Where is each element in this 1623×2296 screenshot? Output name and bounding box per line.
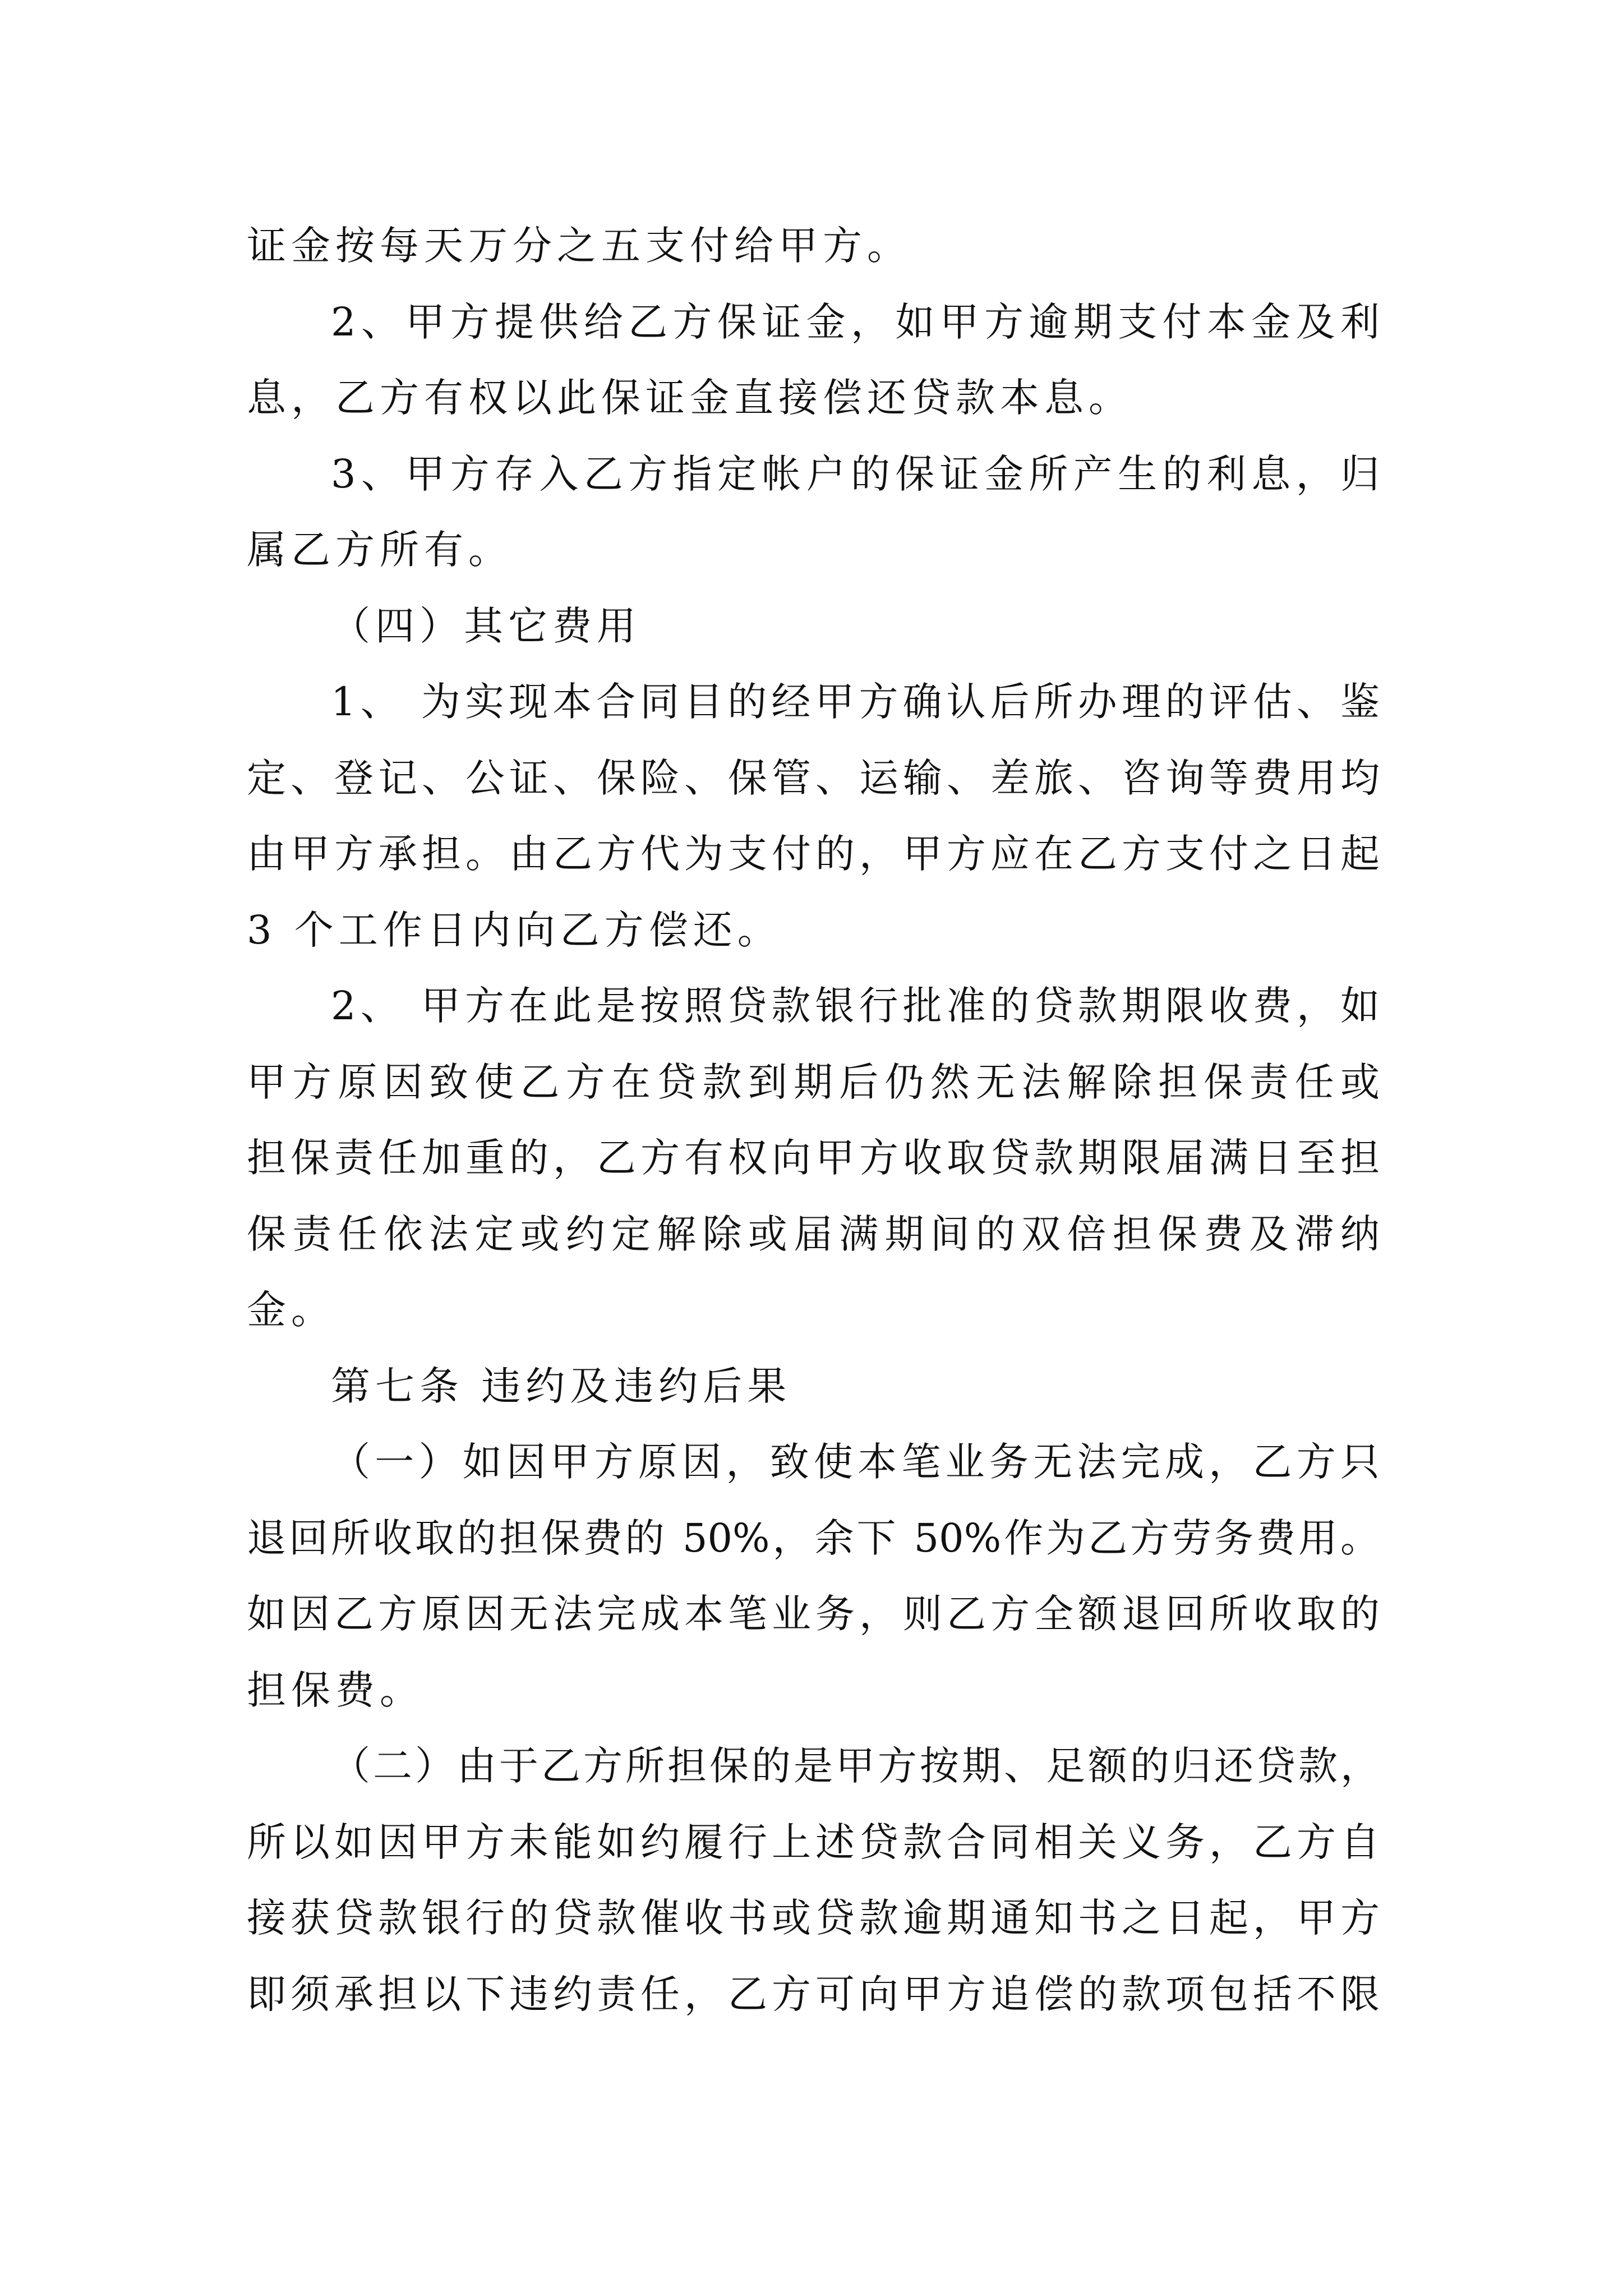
- text-line: 2、甲方提供给乙方保证金，如甲方逾期支付本金及利: [331, 299, 1380, 345]
- text-line: 所以如因甲方未能如约履行上述贷款合同相关义务，乙方自: [247, 1819, 1380, 1865]
- text-line: 3 个工作日内向乙方偿还。: [247, 907, 782, 953]
- text-line: 即须承担以下违约责任，乙方可向甲方追偿的款项包括不限: [247, 1971, 1380, 2017]
- text-line: 3、甲方存入乙方指定帐户的保证金所产生的利息，归: [331, 451, 1380, 497]
- text-line: 接获贷款银行的贷款催收书或贷款逾期通知书之日起，甲方: [247, 1895, 1380, 1941]
- text-line: 属乙方所有。: [247, 527, 513, 573]
- text-line: 息，乙方有权以此保证金直接偿还贷款本息。: [247, 375, 1133, 421]
- text-line: 保责任依法定或约定解除或届满期间的双倍担保费及滞纳: [247, 1211, 1380, 1257]
- section-heading: （四）其它费用: [331, 603, 641, 649]
- text-line: 担保费。: [247, 1667, 424, 1713]
- article-heading: 第七条 违约及违约后果: [331, 1363, 792, 1409]
- text-line: 定、登记、公证、保险、保管、运输、差旅、咨询等费用均: [247, 755, 1380, 801]
- text-line: 2、 甲方在此是按照贷款银行批准的贷款期限收费，如: [331, 983, 1380, 1029]
- text-line: （一）如因甲方原因，致使本笔业务无法完成，乙方只: [331, 1439, 1380, 1485]
- text-line: 退回所收取的担保费的 50%，余下 50%作为乙方劳务费用。: [247, 1515, 1380, 1561]
- text-line: 如因乙方原因无法完成本笔业务，则乙方全额退回所收取的: [247, 1591, 1380, 1637]
- text-line: 金。: [247, 1287, 335, 1333]
- text-line: 甲方原因致使乙方在贷款到期后仍然无法解除担保责任或: [247, 1059, 1380, 1105]
- text-line: （二）由于乙方所担保的是甲方按期、足额的归还贷款，: [331, 1743, 1380, 1789]
- text-line: 担保责任加重的，乙方有权向甲方收取贷款期限届满日至担: [247, 1135, 1380, 1181]
- text-line: 1、 为实现本合同目的经甲方确认后所办理的评估、鉴: [331, 679, 1380, 725]
- text-line: 由甲方承担。由乙方代为支付的，甲方应在乙方支付之日起: [247, 831, 1380, 877]
- text-line: 证金按每天万分之五支付给甲方。: [247, 223, 911, 269]
